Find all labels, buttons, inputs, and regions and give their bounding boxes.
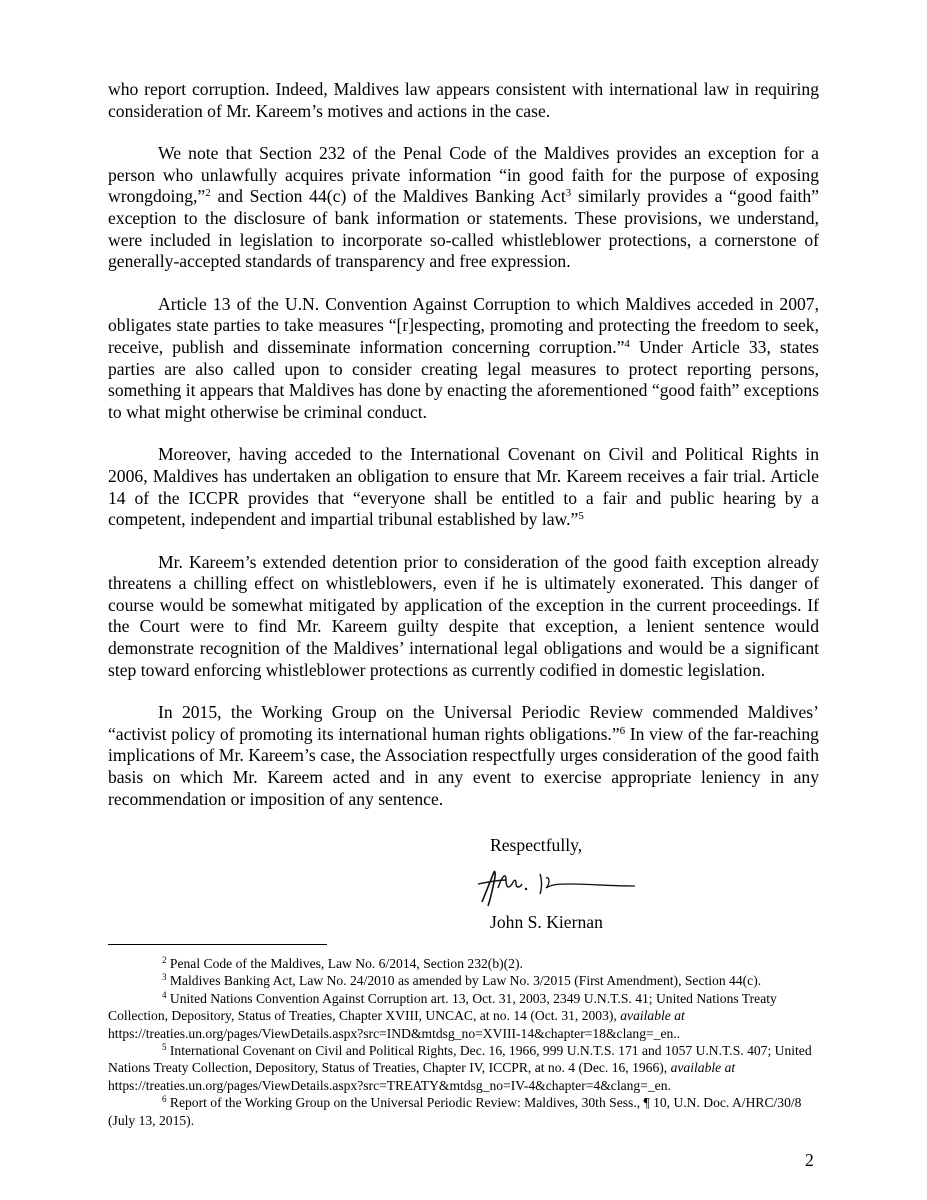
footnote-ref-6: 6 xyxy=(619,724,626,737)
footnote-3: $^3$ Maldives Banking Act, Law No. 24/2010 as amended by Law No. 3/2015 (First Amendment), Section 44(c). xyxy=(162,972,762,989)
footnote-5-link: https://treaties.un.org/pages/ViewDetails.aspx?src=TREATY&mtdsg_no=IV-4&chapter=4&clang=_en. xyxy=(108,1077,671,1093)
letter-body xyxy=(108,79,819,831)
footnote-ref-4: 4 xyxy=(624,337,630,350)
paragraph-continuation: who report corruption. Indeed, Maldives law appears consistent with international law in requiring consideration of Mr. Kareem’s motives and actions in the case. xyxy=(108,79,819,121)
paragraph-penal-code: We note that Section 232 of the Penal Code of the Maldives provides an exception for a person who unlawfully acquires private information “in good faith for the purpose of exposing wrongdoing,”$^2$ and Section 44(c) of the Maldives Banking Act$^3$ similarly provides a “good faith” exception to the disclosure of bank information or statements. These provisions, we understand, were included in legislation to incorporate so-called whistleblower protections, a cornerstone of generally-accepted standards of transparency and free expression. xyxy=(108,143,819,272)
paragraph-upr: In 2015, the Working Group on the Universal Periodic Review commended Maldives’ “activist policy of promoting its international human rights obligations.”$^6$ In view of the far-reaching implications of Mr. Kareem’s case, the Association respectfully urges consideration of the good faith basis on which Mr. Kareem acted and in any event to exercise appropriate leniency in any recommendation or imposition of any sentence. xyxy=(108,702,819,809)
footnote-5: $^5$ International Covenant on Civil and Political Rights, Dec. 16, 1966, 999 U.N.T.S. 171 and 1057 U.N.T.S. 407; United Nations Treaty Collection, Depository, Status of Treaties, Chapter IV, ICCPR, at no. 4 (Dec. 16, 1966), available at https://treaties.un.org/pages/ViewDetails.aspx?src=TREATY&mtdsg_no=IV-4&chapter=4&clang=_en. xyxy=(108,1042,812,1093)
handwritten-signature xyxy=(470,862,640,910)
footnote-separator xyxy=(108,944,327,945)
footnote-ref-2: 2 xyxy=(205,187,211,200)
footnote-ref-3: 3 xyxy=(565,187,572,200)
footnote-4-link: https://treaties.un.org/pages/ViewDetails.aspx?src=IND&mtdsg_no=XVIII-14&chapter=18&clang=_en.. xyxy=(108,1025,681,1041)
paragraph-detention: Mr. Kareem’s extended detention prior to consideration of the good faith exception already threatens a chilling effect on whistleblowers, even if he is ultimately exonerated. This danger of course would be somewhat mitigated by application of the exception in the current proceedings. If the Court were to find Mr. Kareem guilty despite that exception, a lenient sentence would demonstrate recognition of the Maldives’ international legal obligations and would be a significant step toward enforcing whistleblower protections as currently codified in domestic legislation. xyxy=(108,551,819,680)
footnote-ref-5: 5 xyxy=(578,510,584,523)
page-number: 2 xyxy=(805,1150,814,1170)
signer-name: John S. Kiernan xyxy=(490,912,603,932)
closing-salutation: Respectfully, xyxy=(490,835,583,855)
footnote-4: $^4$ United Nations Convention Against Corruption art. 13, Oct. 31, 2003, 2349 U.N.T.S. 41; United Nations Treaty Collection, Depository, Status of Treaties, Chapter XVIII, UNCAC, at no. 14 (Oct. 31, 2003), available at https://treaties.un.org/pages/ViewDetails.aspx?src=IND&mtdsg_no=XVIII-14&chapter=18&clang=_en.. xyxy=(108,989,777,1041)
footnote-6: $^6$ Report of the Working Group on the Universal Periodic Review: Maldives, 30th Sess., ¶ 10, U.N. Doc. A/HRC/30/8 (July 13, 2015). xyxy=(108,1094,802,1128)
paragraph-uncac: Article 13 of the U.N. Convention Against Corruption to which Maldives acceded in 2007, obligates state parties to take measures “[r]especting, promoting and protecting the freedom to seek, receive, publish and disseminate information concerning corruption.”$^4$ Under Article 33, states parties are also called upon to consider creating legal measures to protect reporting persons, something it appears that Maldives has done by enacting the aforementioned “good faith” exceptions to what might otherwise be criminal conduct. xyxy=(108,293,819,422)
footnote-2: $^2$ Penal Code of the Maldives, Law No. 6/2014, Section 232(b)(2). xyxy=(162,955,523,971)
paragraph-iccpr: Moreover, having acceded to the International Covenant on Civil and Political Rights in 2006, Maldives has undertaken an obligation to ensure that Mr. Kareem receives a fair trial. Article 14 of the ICCPR provides that “everyone shall be entitled to a fair and public hearing by a competent, independent and impartial tribunal established by law.”$^5$ xyxy=(108,444,819,530)
footnotes xyxy=(108,955,820,1129)
